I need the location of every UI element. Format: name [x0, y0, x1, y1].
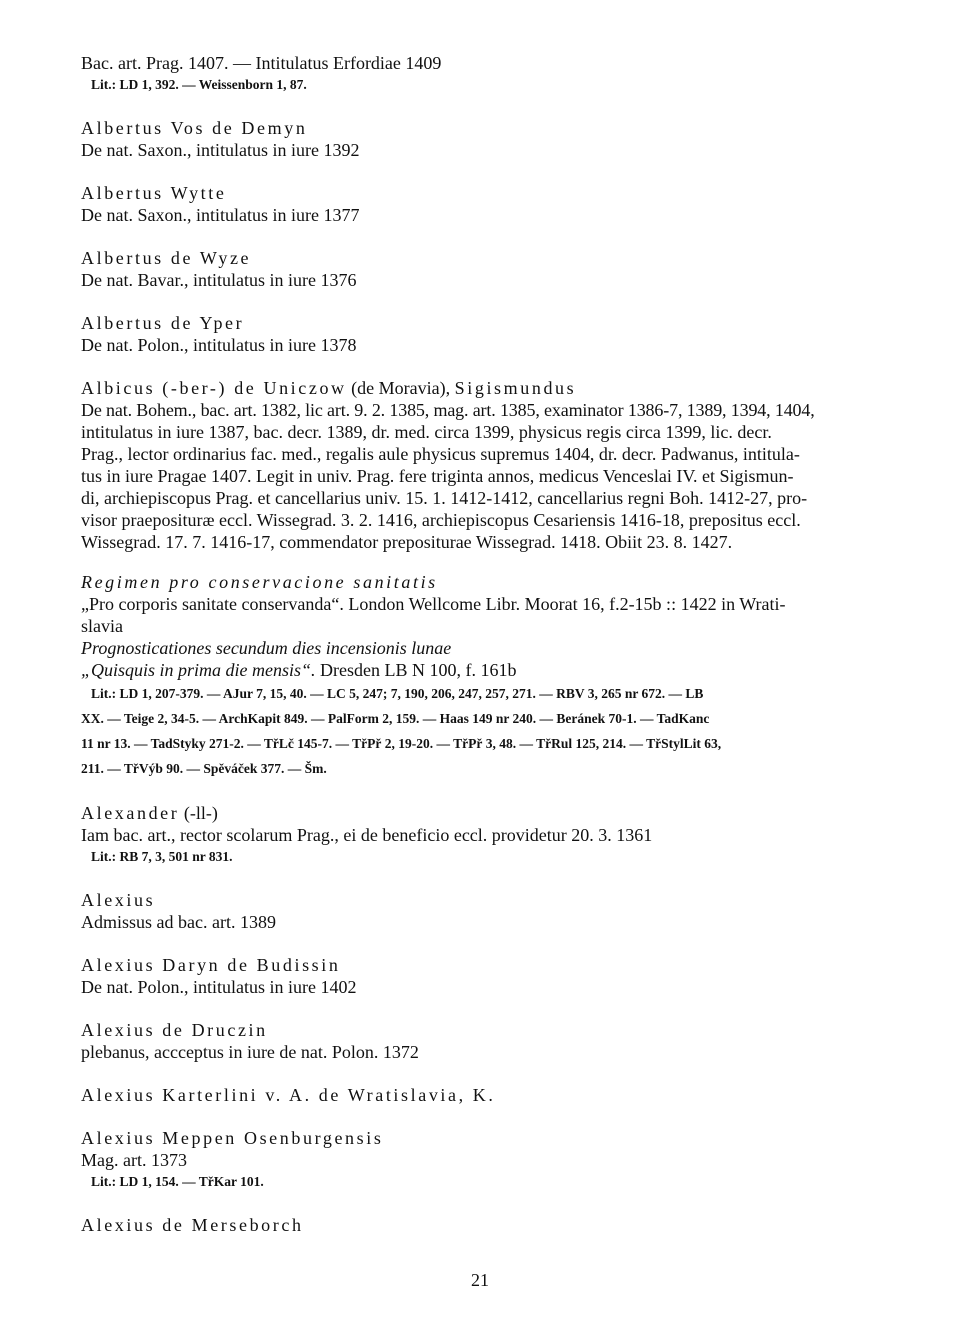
entry-albertus-de-wyze	[81, 247, 896, 291]
entry-heading: Alexius Meppen Osenburgensis	[81, 1128, 384, 1148]
work-manuscript: Dresden LB N 100, f. 161b	[315, 660, 517, 680]
literature-line: 11 nr 13. — TadStyky 271-2. — TřLč 145-7. — TřPř 2, 19-20. — TřPř 3, 48. — TřRul 125, 214. — TřStylLit 63,	[81, 736, 722, 751]
work-text-line: slavia	[81, 616, 123, 636]
entry-text-line: Mag. art. 1373	[81, 1150, 187, 1170]
entry-text-line: De nat. Saxon., intitulatus in iure 1377	[81, 205, 360, 225]
entry-alexius-meppen	[81, 1127, 896, 1193]
entry-text-line: Bac. art. Prag. 1407. — Intitulatus Erfordiae 1409	[81, 53, 442, 73]
entry-heading: Alexius de Druczin	[81, 1020, 268, 1040]
entry-text-line: De nat. Saxon., intitulatus in iure 1392	[81, 140, 360, 160]
literature-line: Lit.: RB 7, 3, 501 nr 831.	[91, 849, 233, 864]
heading-name: Albicus (-ber-) de Uniczow	[81, 378, 347, 398]
entry-text-line: De nat. Polon., intitulatus in iure 1378	[81, 335, 357, 355]
entry-heading: Albertus de Yper	[81, 313, 245, 333]
heading-note: (de Moravia),	[346, 378, 455, 398]
entry-heading: Albertus Wytte	[81, 183, 227, 203]
literature-line: Lit.: LD 1, 207-379. — AJur 7, 15, 40. — LC 5, 247; 7, 190, 206, 247, 257, 271. — RBV 3, 265 nr 672. — LB	[91, 686, 704, 701]
entry-alexius-de-merseborch	[81, 1214, 896, 1236]
heading-name-2: Sigismundus	[454, 378, 577, 398]
literature-line: XX. — Teige 2, 34-5. — ArchKapit 849. — PalForm 2, 159. — Haas 149 nr 240. — Beránek 70-1. — TadKanc	[81, 711, 710, 726]
heading-note: (-ll-)	[179, 803, 218, 823]
entry-albicus	[81, 377, 896, 553]
entry-text-line: tus in iure Pragae 1407. Legit in univ. Prag. fere triginta annos, medicus Venceslai IV. et Sigismun-	[81, 466, 794, 486]
heading-name: Alexander	[81, 803, 180, 823]
entry-text-line: plebanus, accceptus in iure de nat. Polon. 1372	[81, 1042, 419, 1062]
entry-heading: Alexius de Merseborch	[81, 1215, 304, 1235]
entry-alexius	[81, 889, 896, 933]
work-text-line	[81, 659, 896, 681]
page-number: 21	[471, 1270, 489, 1290]
work-text-line: „Pro corporis sanitate conservanda“. London Wellcome Libr. Moorat 16, f.2-15b :: 1422 in Wrati-	[81, 594, 786, 614]
entry-text-line: De nat. Bavar., intitulatus in iure 1376	[81, 270, 357, 290]
work-incipit: „Quisquis in prima die mensis“.	[81, 660, 316, 680]
entry-text-line: De nat. Bohem., bac. art. 1382, lic art. 9. 2. 1385, mag. art. 1385, examinator 1386-7, 1389, 1394, 1404,	[81, 400, 815, 420]
entry-text-line: intitulatus in iure 1387, bac. decr. 1389, dr. med. circa 1399, physicus regis circa 1399, lic. decr.	[81, 422, 772, 442]
work-title-2: Prognosticationes secundum dies incensionis lunae	[81, 638, 452, 658]
entry-heading: Albertus de Wyze	[81, 248, 252, 268]
entry-albertus-wytte	[81, 182, 896, 226]
literature-line: 211. — TřVýb 90. — Spěváček 377. — Šm.	[81, 761, 327, 776]
entry-heading: Albertus Vos de Demyn	[81, 118, 308, 138]
entry-albertus-de-yper	[81, 312, 896, 356]
entry-text-line: visor praeposituræ eccl. Wissegrad. 3. 2. 1416, archiepiscopus Cesariensis 1416-18, prepositus eccl.	[81, 510, 801, 530]
entry-heading	[81, 377, 896, 399]
entry-continuation	[81, 52, 896, 96]
literature-line: Lit.: LD 1, 392. — Weissenborn 1, 87.	[91, 77, 307, 92]
entry-heading: Alexius Karterlini v. A. de Wratislavia, K.	[81, 1085, 496, 1105]
entry-text-line: Wissegrad. 17. 7. 1416-17, commendator prepositurae Wissegrad. 1418. Obiit 23. 8. 1427.	[81, 532, 733, 552]
entry-albertus-vos	[81, 117, 896, 161]
entry-heading: Alexius Daryn de Budissin	[81, 955, 341, 975]
entry-text-line: Prag., lector ordinarius fac. med., regalis aule physicus supremus 1404, dr. decr. Padwanus, intitula-	[81, 444, 800, 464]
literature-line: Lit.: LD 1, 154. — TřKar 101.	[91, 1174, 264, 1189]
entry-alexius-karterlini	[81, 1084, 896, 1106]
entry-albicus-works	[81, 571, 896, 781]
entry-text-line: De nat. Polon., intitulatus in iure 1402	[81, 977, 357, 997]
document-page	[81, 52, 896, 1236]
work-title: Regimen pro conservacione sanitatis	[81, 572, 438, 592]
entry-heading: Alexius	[81, 890, 156, 910]
entry-heading	[81, 802, 896, 824]
entry-alexius-de-druczin	[81, 1019, 896, 1063]
entry-text-line: di, archiepiscopus Prag. et cancellarius univ. 15. 1. 1412-1412, cancellarius regni Boh. 1412-27, pro-	[81, 488, 808, 508]
entry-alexander	[81, 802, 896, 868]
entry-text-line: Iam bac. art., rector scolarum Prag., ei de beneficio eccl. providetur 20. 3. 1361	[81, 825, 653, 845]
entry-text-line: Admissus ad bac. art. 1389	[81, 912, 276, 932]
entry-alexius-daryn	[81, 954, 896, 998]
